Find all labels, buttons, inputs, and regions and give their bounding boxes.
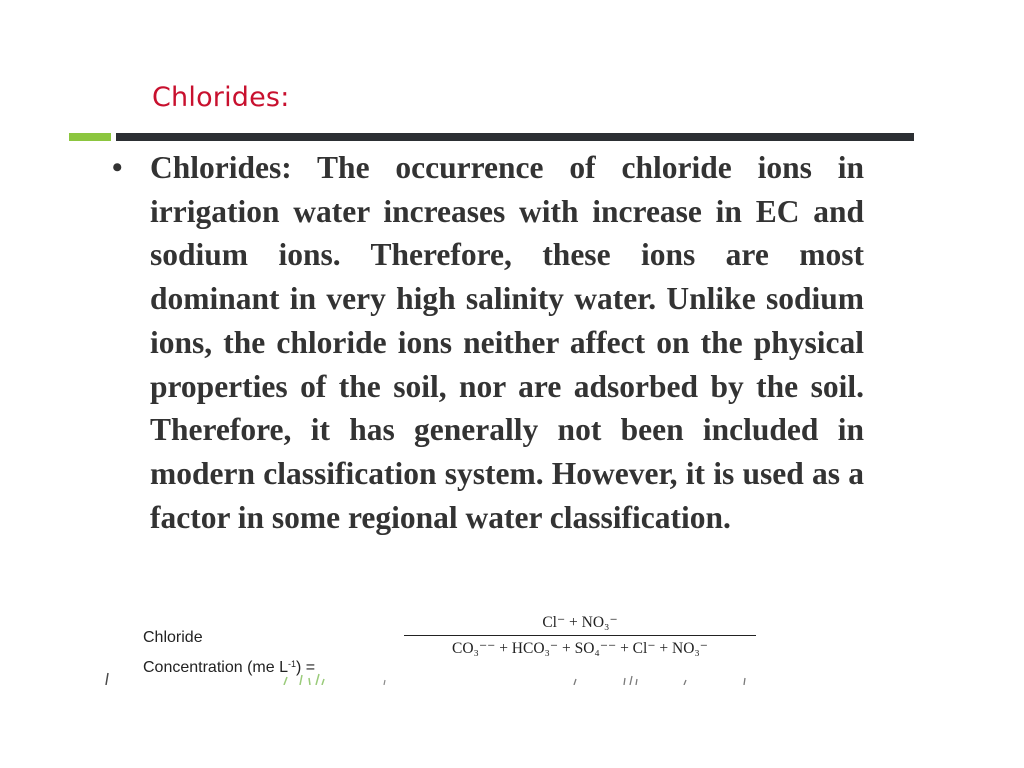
formula-label-line1: Chloride: [143, 629, 203, 646]
grass-decoration-icon: [104, 671, 754, 685]
formula-label-suffix: ) =: [295, 659, 316, 676]
slide-title: Chlorides:: [152, 82, 290, 113]
formula-label-line2: Concentration (me L: [143, 659, 288, 676]
bullet-paragraph: Chlorides: The occurrence of chloride ions in irrigation water increases with increase in EC and sodium ions. Therefore, these ions are most dominant in very high salinity water. Unlike sodium ions, the chloride ions neither affect on the physical properties of the soil, nor are adsorbed by the soil. Therefore, it has generally not been included in modern classification system. However, it is used as a factor in some regional water classification.: [150, 150, 864, 535]
formula-fraction: [404, 612, 756, 660]
formula-label-exponent: -1: [287, 659, 296, 669]
formula-denominator: CO₃⁻⁻ + HCO₃⁻ + SO₄⁻⁻ + Cl⁻ + NO₃⁻: [452, 640, 708, 657]
formula-fraction-bar: [404, 635, 756, 636]
formula-numerator: Cl⁻ + NO₃⁻: [542, 614, 618, 631]
title-underline-rule: [116, 133, 914, 141]
bullet-item: [112, 146, 864, 539]
title-underline-accent: [69, 133, 111, 141]
bullet-dot-icon: •: [112, 151, 123, 184]
